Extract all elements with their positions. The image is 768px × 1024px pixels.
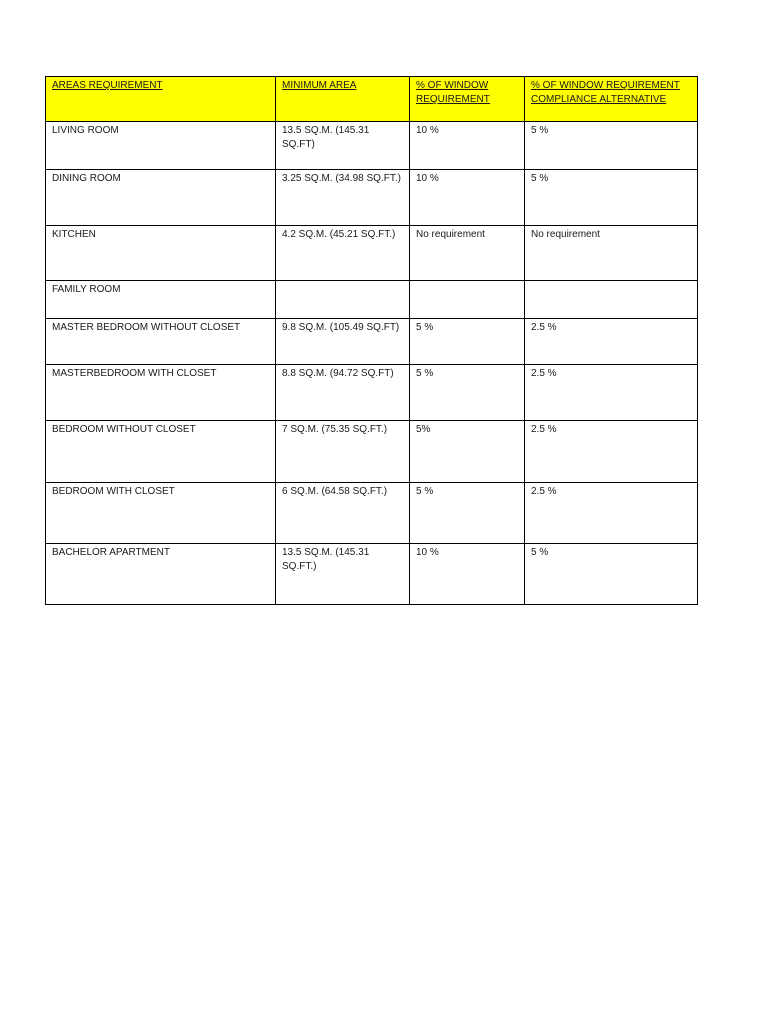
table-row: [46, 544, 698, 605]
window-requirement-cell: 10 %: [410, 122, 525, 170]
minimum-area-cell: 9.8 SQ.M. (105.49 SQ.FT): [276, 319, 410, 365]
minimum-area-cell: 3.25 SQ.M. (34.98 SQ.FT.): [276, 170, 410, 226]
table-row: [46, 483, 698, 544]
area-cell: MASTERBEDROOM WITH CLOSET: [46, 365, 276, 421]
window-requirement-cell: 5 %: [410, 319, 525, 365]
area-requirements-table: [45, 76, 698, 605]
minimum-area-cell: 6 SQ.M. (64.58 SQ.FT.): [276, 483, 410, 544]
window-requirement-cell: No requirement: [410, 226, 525, 281]
area-cell: DINING ROOM: [46, 170, 276, 226]
compliance-alternative-cell: No requirement: [525, 226, 698, 281]
area-cell: MASTER BEDROOM WITHOUT CLOSET: [46, 319, 276, 365]
compliance-alternative-cell: 2.5 %: [525, 319, 698, 365]
table-row: [46, 170, 698, 226]
window-requirement-cell: [410, 281, 525, 319]
area-cell: BEDROOM WITH CLOSET: [46, 483, 276, 544]
area-cell: KITCHEN: [46, 226, 276, 281]
minimum-area-cell: 7 SQ.M. (75.35 SQ.FT.): [276, 421, 410, 483]
compliance-alternative-cell: 2.5 %: [525, 483, 698, 544]
compliance-alternative-cell: 5 %: [525, 544, 698, 605]
compliance-alternative-cell: 2.5 %: [525, 365, 698, 421]
window-requirement-cell: 5%: [410, 421, 525, 483]
table-row: [46, 226, 698, 281]
minimum-area-cell: [276, 281, 410, 319]
area-cell: BACHELOR APARTMENT: [46, 544, 276, 605]
compliance-alternative-cell: 2.5 %: [525, 421, 698, 483]
minimum-area-cell: 4.2 SQ.M. (45.21 SQ.FT.): [276, 226, 410, 281]
area-cell: BEDROOM WITHOUT CLOSET: [46, 421, 276, 483]
minimum-area-cell: 13.5 SQ.M. (145.31 SQ.FT): [276, 122, 410, 170]
header-areas-requirement: AREAS REQUIREMENT: [46, 77, 276, 122]
table-row: [46, 281, 698, 319]
table-row: [46, 421, 698, 483]
minimum-area-cell: 8.8 SQ.M. (94.72 SQ.FT): [276, 365, 410, 421]
header-window-requirement: % OF WINDOW REQUIREMENT: [410, 77, 525, 122]
area-cell: FAMILY ROOM: [46, 281, 276, 319]
table-row: [46, 319, 698, 365]
window-requirement-cell: 5 %: [410, 483, 525, 544]
compliance-alternative-cell: [525, 281, 698, 319]
window-requirement-cell: 10 %: [410, 544, 525, 605]
minimum-area-cell: 13.5 SQ.M. (145.31 SQ.FT.): [276, 544, 410, 605]
window-requirement-cell: 5 %: [410, 365, 525, 421]
header-window-compliance-alternative: % OF WINDOW REQUIREMENT COMPLIANCE ALTERNATIVE: [525, 77, 698, 122]
compliance-alternative-cell: 5 %: [525, 122, 698, 170]
area-cell: LIVING ROOM: [46, 122, 276, 170]
table-row: [46, 122, 698, 170]
compliance-alternative-cell: 5 %: [525, 170, 698, 226]
window-requirement-cell: 10 %: [410, 170, 525, 226]
table-header-row: [46, 77, 698, 122]
table-row: [46, 365, 698, 421]
header-minimum-area: MINIMUM AREA: [276, 77, 410, 122]
